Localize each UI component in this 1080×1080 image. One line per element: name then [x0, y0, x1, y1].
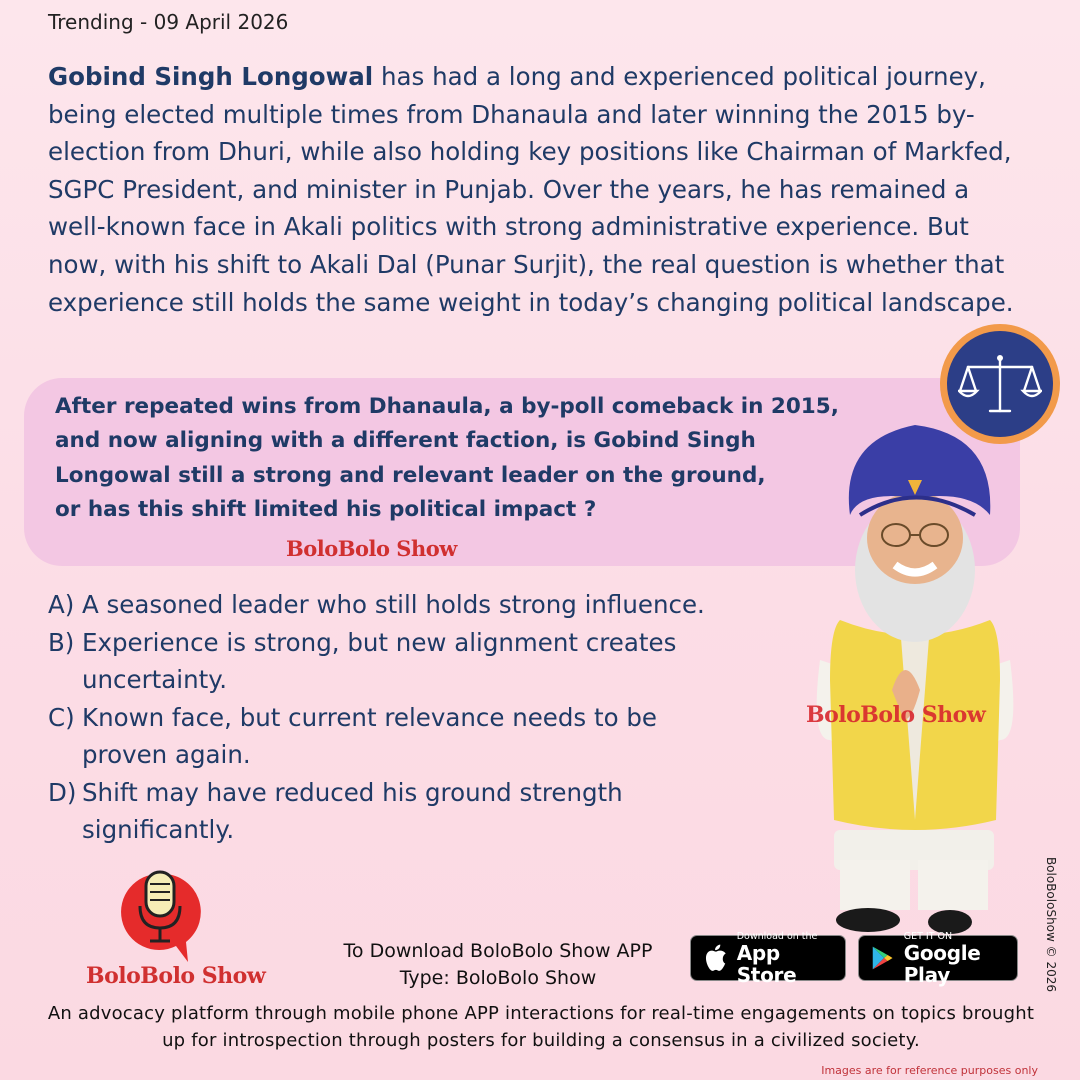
option-text: A seasoned leader who still holds strong influence.	[82, 590, 705, 619]
question-line: Longowal still a strong and relevant leader on the ground,	[55, 462, 766, 488]
option-a[interactable]	[48, 586, 748, 624]
apple-icon	[703, 943, 729, 973]
leader-caricature	[800, 420, 1030, 940]
intro-paragraph	[48, 58, 1028, 321]
option-text: Shift may have reduced his ground strength significantly.	[82, 777, 623, 844]
app-store-button[interactable]	[690, 930, 846, 987]
download-instructions	[320, 938, 676, 992]
brand-watermark: BoloBolo Show	[806, 702, 986, 728]
google-play-icon	[871, 944, 894, 972]
copyright-notice: BoloBoloShow © 2026	[1044, 856, 1058, 992]
question-line: After repeated wins from Dhanaula, a by-poll comeback in 2015,	[55, 394, 839, 419]
option-text: Known face, but current relevance needs to be proven again.	[82, 702, 657, 769]
question-line: and now aligning with a different faction, is Gobind Singh	[55, 428, 756, 454]
option-letter: A)	[48, 590, 75, 619]
option-letter: C)	[48, 702, 75, 732]
option-letter: B)	[48, 627, 75, 657]
poll-options	[48, 586, 748, 849]
poll-question	[55, 390, 875, 528]
option-letter: D)	[48, 777, 77, 807]
google-play-label: Google Play	[903, 940, 981, 987]
advocacy-statement: An advocacy platform through mobile phone APP interactions for real-time engagements on topics brought up for introspection through posters for building a consensus in a civilized society.	[47, 1003, 1035, 1051]
trending-date: Trending - 09 April 2026	[48, 10, 289, 34]
brand-watermark: BoloBolo Show	[286, 536, 457, 561]
reference-disclaimer: Images are for reference purposes only	[821, 1064, 1038, 1077]
option-c[interactable]	[48, 699, 748, 774]
app-store-caption: Download on the	[736, 930, 818, 942]
google-play-button[interactable]	[858, 930, 1018, 987]
intro-text: has had a long and experienced political journey, being elected multiple times from Dhanaula and later winning the 2015 by-election from Dhuri, while also holding key positions like Chairman of Markfed, SGPC President, and minister in Punjab. Over the years, he has remained a well-known face in Akali politics with strong administrative experience. But now, with his shift to Akali Dal (Punar Surjit), the real question is whether that experience still holds the same weight in today’s changing political landscape.	[48, 62, 1014, 317]
option-d[interactable]	[48, 774, 748, 849]
option-b[interactable]	[48, 624, 748, 699]
download-line: Type: BoloBolo Show	[399, 967, 597, 989]
app-store-label: App Store	[736, 940, 797, 987]
intro-name: Gobind Singh Longowal	[48, 62, 374, 91]
scales-of-justice-icon	[958, 349, 1042, 419]
google-play-caption: GET IT ON	[903, 930, 953, 942]
microphone-icon	[116, 866, 204, 966]
question-line: or has this shift limited his political impact ?	[55, 497, 597, 523]
option-text: Experience is strong, but new alignment creates uncertainty.	[82, 627, 677, 694]
brand-logo-text: BoloBolo Show	[86, 963, 266, 989]
download-line: To Download BoloBolo Show APP	[343, 940, 653, 962]
